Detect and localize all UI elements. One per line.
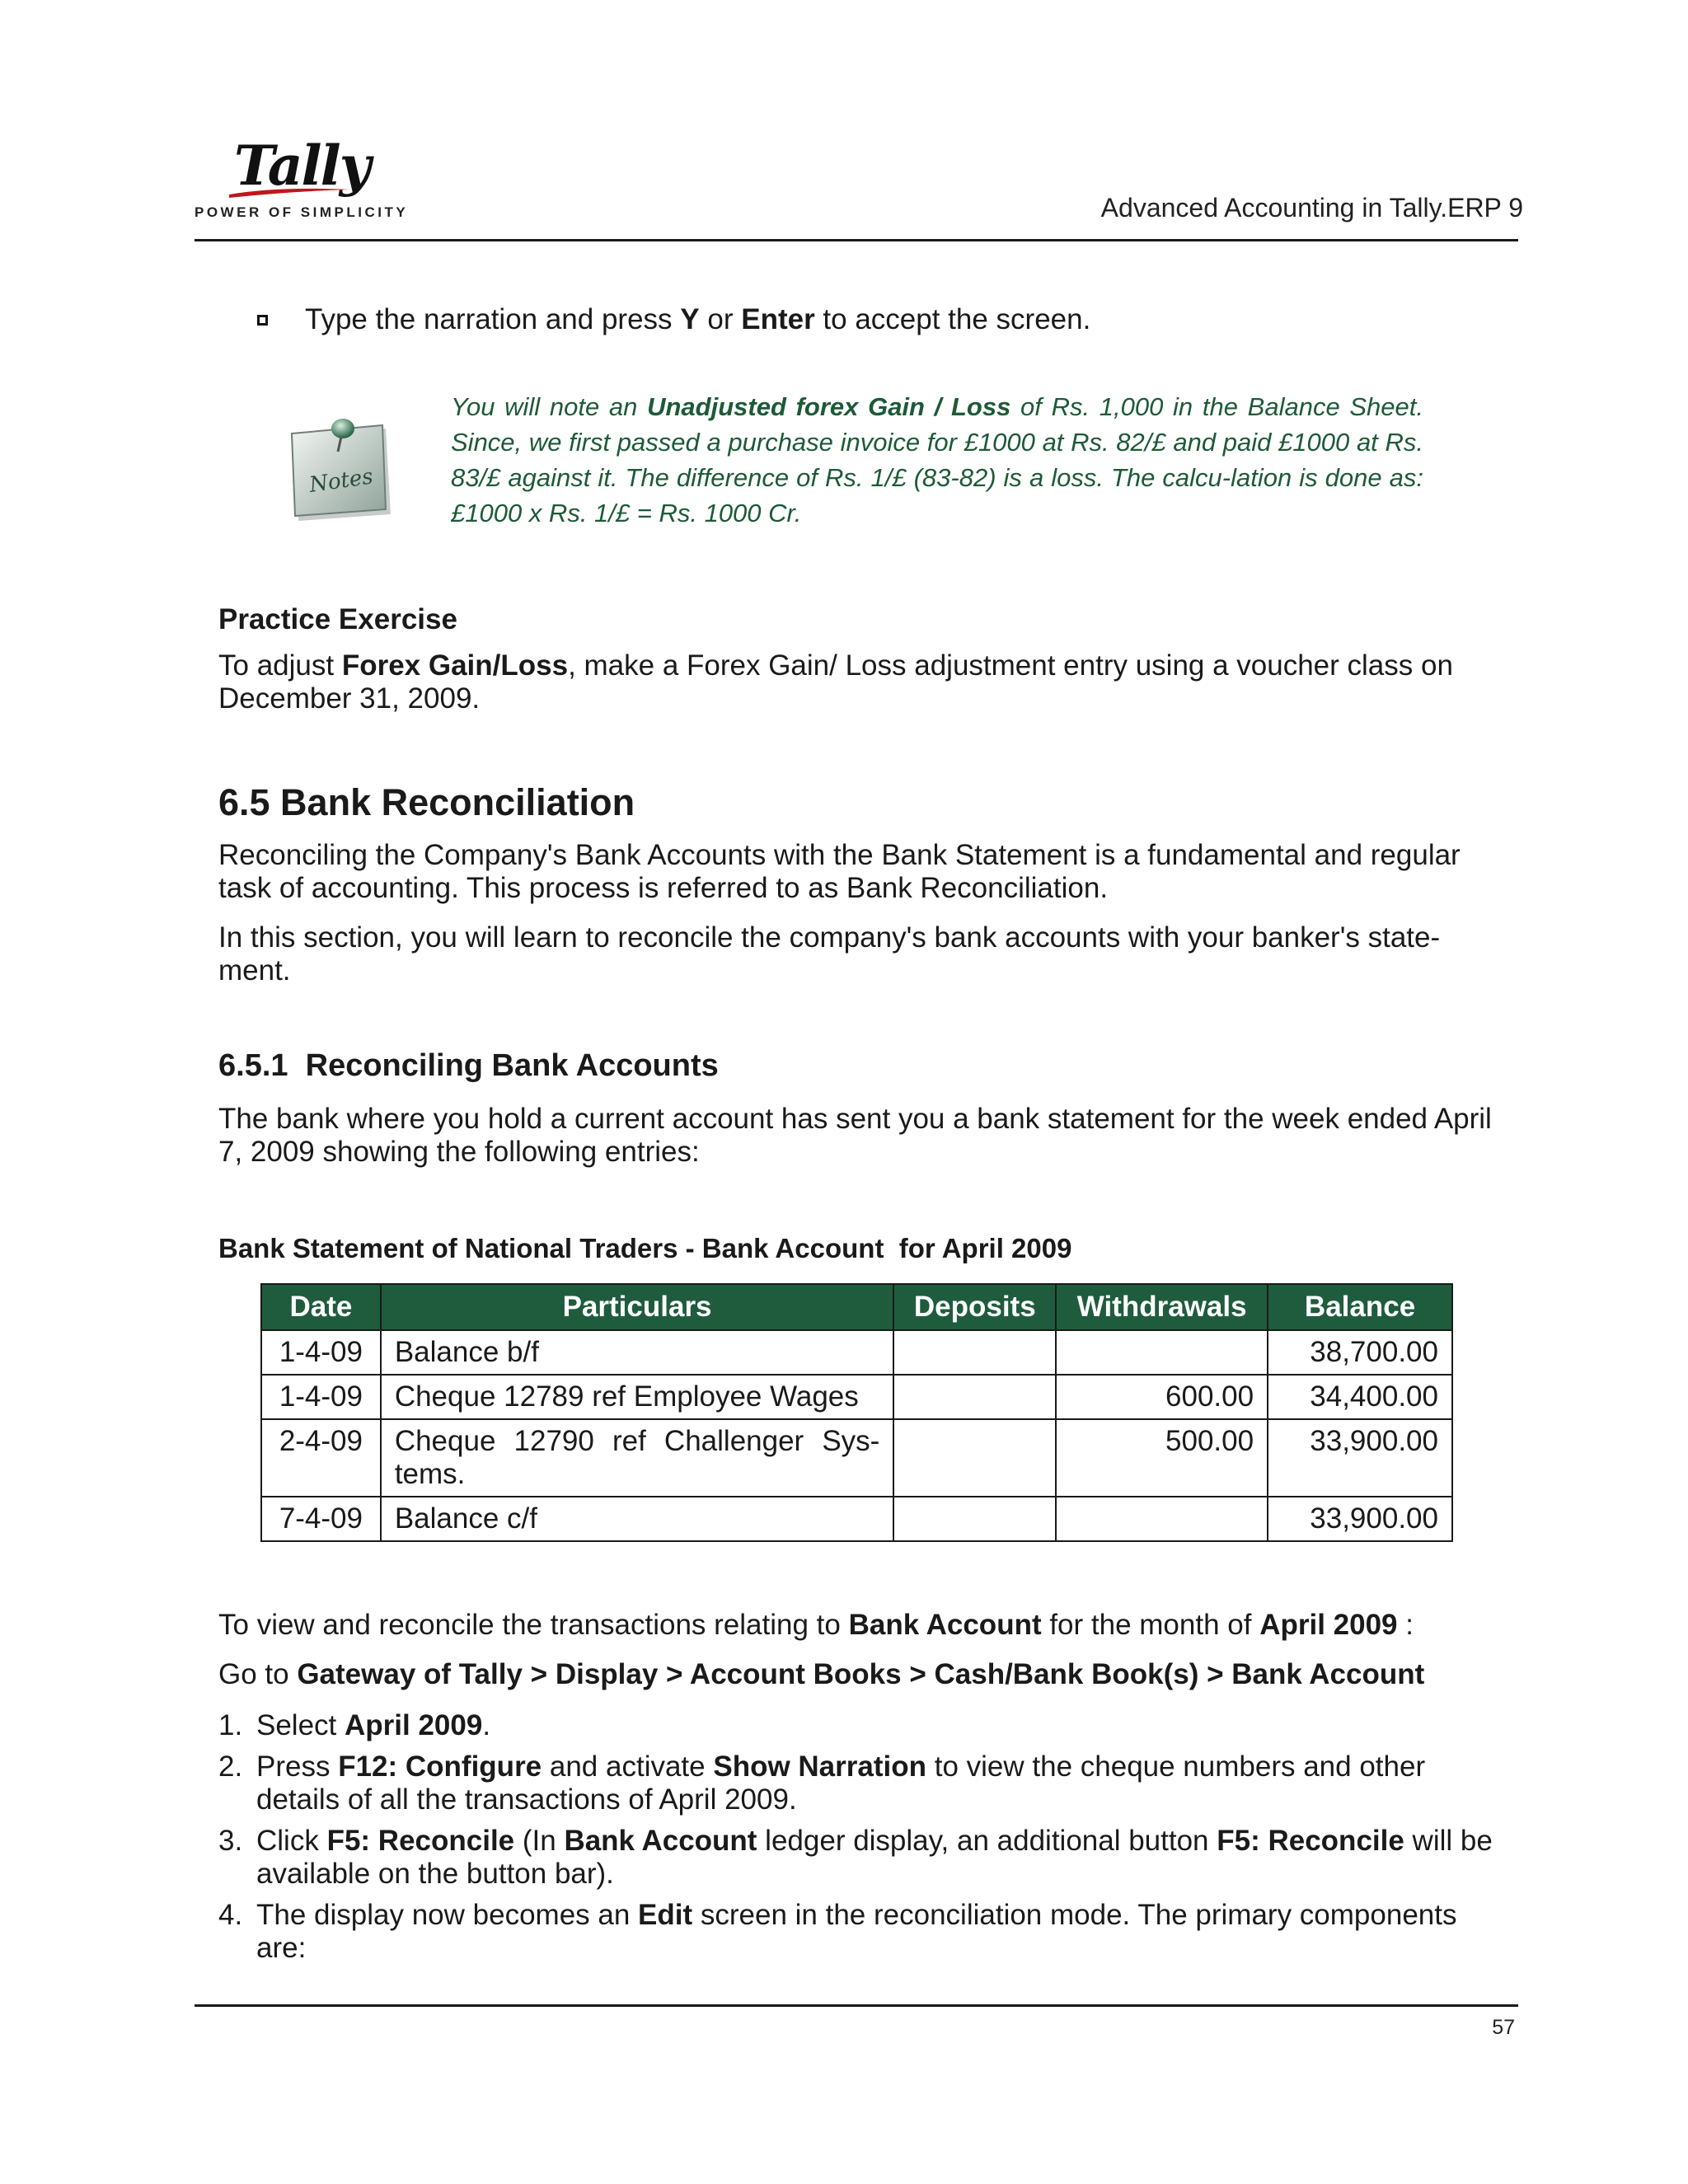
- practice-bold-term: Forex Gain/Loss: [341, 649, 569, 682]
- text-run: will be available on the button bar).: [256, 1825, 1493, 1890]
- cell-balance: 38,700.00: [1268, 1330, 1452, 1375]
- step-bold-term: F12: Configure: [338, 1750, 542, 1783]
- text-run: for the month of: [1041, 1609, 1260, 1641]
- cell-date: 7-4-09: [261, 1497, 381, 1541]
- bold-bank-account: Bank Account: [848, 1609, 1042, 1641]
- text-run: To view and reconcile the transactions relating to: [218, 1609, 849, 1641]
- cell-particulars: Balance b/f: [381, 1330, 894, 1375]
- section-paragraph-1: Reconciling the Company's Bank Accounts with the Bank Statement is a fundamental and regular task of accounting. This process is referred to as Bank Reconciliation.: [218, 839, 1461, 904]
- cell-withdrawals: [1056, 1497, 1268, 1541]
- cell-balance: 33,900.00: [1268, 1497, 1452, 1541]
- step-bold-term: F5: Reconcile: [326, 1825, 515, 1857]
- cell-particulars: Cheque 12790 ref Challenger Sys-tems.: [381, 1419, 894, 1497]
- logo-swoosh-icon: [227, 185, 351, 199]
- text-run: The display now becomes an: [256, 1899, 639, 1931]
- table-caption-text: Bank Statement of National Traders - Bank Account for April 2009: [218, 1233, 1072, 1263]
- bullet-square-icon: [257, 315, 268, 326]
- section-paragraph-2: In this section, you will learn to reconcile the company's bank accounts with your banker's state-ment.: [218, 921, 1441, 987]
- text-run: To adjust: [218, 649, 342, 682]
- cell-particulars: Balance c/f: [381, 1497, 894, 1541]
- text-run: .: [482, 1709, 491, 1741]
- cell-date: 2-4-09: [261, 1419, 381, 1497]
- step-number: 4.: [218, 1899, 243, 1931]
- section-heading: 6.5 Bank Reconciliation: [218, 781, 635, 823]
- step-bold-term: April 2009: [345, 1709, 483, 1741]
- tally-logo: [195, 134, 409, 232]
- text-run: Press: [256, 1750, 339, 1783]
- notes-icon: [290, 412, 396, 526]
- text-run: and activate: [542, 1750, 714, 1783]
- text-run: You will note an: [451, 392, 648, 421]
- goto-path: [218, 1658, 1498, 1691]
- step-number: 2.: [218, 1750, 243, 1783]
- text-run: ledger display, an additional button: [757, 1825, 1217, 1857]
- step-number: 3.: [218, 1825, 243, 1857]
- footer-rule: [195, 2004, 1518, 2007]
- col-header-balance: Balance: [1268, 1284, 1452, 1330]
- subsection-heading-text: 6.5.1 Reconciling Bank Accounts: [218, 1048, 719, 1083]
- cell-withdrawals: [1056, 1330, 1268, 1375]
- notes-icon-label: Notes: [307, 464, 375, 498]
- text-run: :: [1397, 1609, 1414, 1641]
- table-header-row: [261, 1284, 1452, 1330]
- step-number: 1.: [218, 1709, 243, 1741]
- step-item: [218, 1750, 1498, 1816]
- step-bold-term: Bank Account: [564, 1825, 757, 1857]
- menu-path: Gateway of Tally > Display > Account Books > Cash/Bank Book(s) > Bank Account: [297, 1658, 1425, 1690]
- key-y: Y: [680, 303, 700, 335]
- note-bold-term: Unadjusted forex Gain / Loss: [647, 392, 1011, 421]
- table-row: [261, 1419, 1452, 1497]
- step-bold-term: F5: Reconcile: [1217, 1825, 1404, 1857]
- text-run: to accept the screen.: [814, 303, 1091, 335]
- text-run: Select: [256, 1709, 345, 1741]
- logo-tagline: POWER OF SIMPLICITY: [195, 204, 409, 220]
- key-enter: Enter: [741, 303, 815, 335]
- step-bold-term: Edit: [638, 1899, 693, 1931]
- cell-date: 1-4-09: [261, 1330, 381, 1375]
- header-rule: [195, 239, 1518, 241]
- cell-deposits: [893, 1330, 1056, 1375]
- col-header-withdrawals: Withdrawals: [1056, 1284, 1268, 1330]
- text-run: Type the narration and press: [305, 303, 681, 335]
- table-row: [261, 1375, 1452, 1419]
- table-row: [261, 1330, 1452, 1375]
- text-run: or: [699, 303, 742, 335]
- step-item: [218, 1899, 1498, 1965]
- cell-withdrawals: 500.00: [1056, 1419, 1268, 1497]
- col-header-date: Date: [261, 1284, 381, 1330]
- cell-particulars: Cheque 12789 ref Employee Wages: [381, 1375, 894, 1419]
- cell-deposits: [893, 1419, 1056, 1497]
- practice-text: [218, 649, 1498, 715]
- text-run: screen in the reconciliation mode. The primary components are:: [256, 1899, 1457, 1964]
- cell-balance: 34,400.00: [1268, 1375, 1452, 1419]
- col-header-deposits: Deposits: [893, 1284, 1056, 1330]
- logo-wordmark: Tally: [234, 134, 370, 198]
- narration-instruction: [305, 303, 1090, 336]
- cell-deposits: [893, 1497, 1056, 1541]
- page-number: 57: [1492, 2016, 1515, 2039]
- bold-april-2009: April 2009: [1259, 1609, 1398, 1641]
- text-run: (In: [514, 1825, 565, 1857]
- text-run: , make a Forex Gain/ Loss adjustment entry using a voucher class on December 31, 2009.: [218, 649, 1453, 715]
- cell-date: 1-4-09: [261, 1375, 381, 1419]
- running-header-title: Advanced Accounting in Tally.ERP 9: [1100, 193, 1523, 223]
- text-run: Click: [256, 1825, 327, 1857]
- step-item: [218, 1825, 1498, 1891]
- step-bold-term: Show Narration: [713, 1750, 926, 1783]
- cell-deposits: [893, 1375, 1056, 1419]
- subsection-heading: [218, 1048, 719, 1084]
- col-header-particulars: Particulars: [381, 1284, 894, 1330]
- steps-list: [218, 1709, 1498, 1973]
- forex-note: [451, 389, 1423, 531]
- step-item: [218, 1709, 1498, 1742]
- view-instruction: [218, 1609, 1498, 1642]
- cell-balance: 33,900.00: [1268, 1419, 1452, 1497]
- text-run: Go to: [218, 1658, 298, 1690]
- bank-statement-table: [260, 1283, 1453, 1542]
- subsection-paragraph: The bank where you hold a current account has sent you a bank statement for the week ended April 7, 2009 showing the following entries:: [218, 1103, 1492, 1168]
- text-run: of Rs. 1,000 in the Balance Sheet. Since, we first passed a purchase invoice for £1000 at Rs. 82/£ and paid £1000 at Rs. 83/£ against it. The difference of Rs. 1/£ (83-82) is a loss. The calcu-lation is done as: £1000 x Rs. 1/£ = Rs. 1000 Cr.: [451, 392, 1424, 527]
- text-run: to view the cheque numbers and other details of all the transactions of April 2009.: [256, 1750, 1426, 1816]
- table-row: [261, 1497, 1452, 1541]
- table-caption: [218, 1233, 1071, 1264]
- cell-withdrawals: 600.00: [1056, 1375, 1268, 1419]
- practice-heading: Practice Exercise: [218, 603, 457, 635]
